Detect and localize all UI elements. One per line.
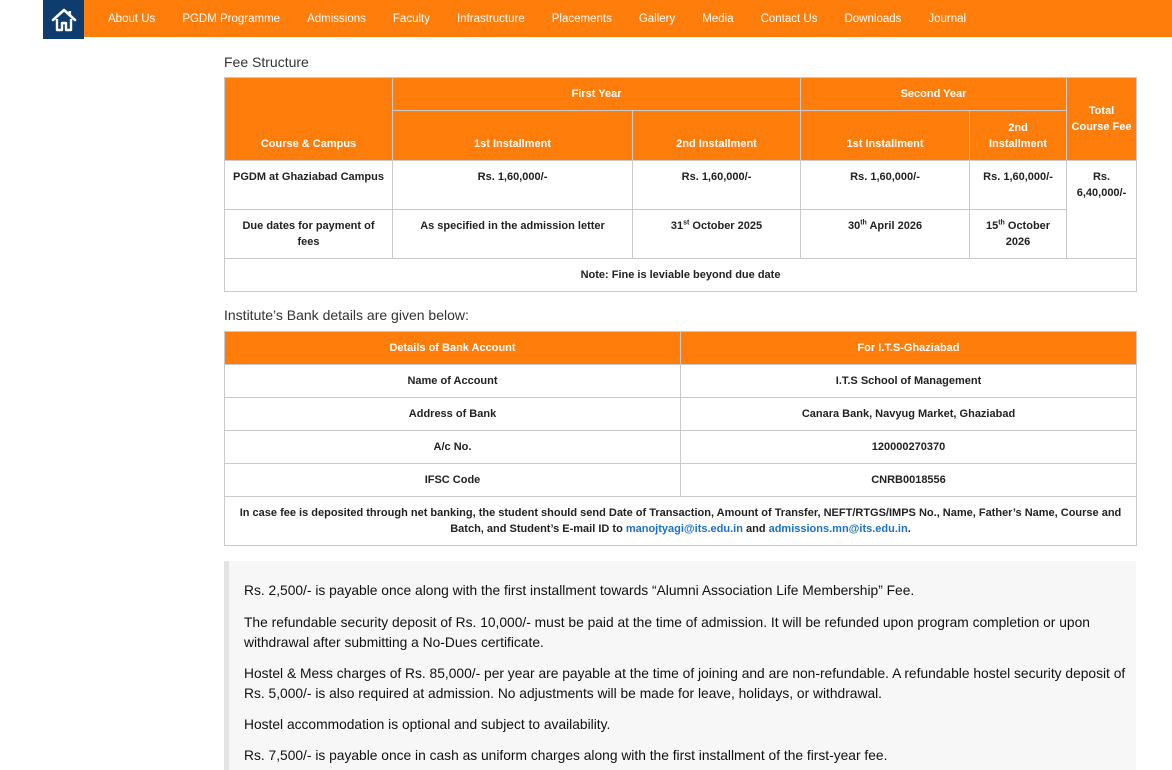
bank-details-table: [224, 331, 1137, 546]
due-date-cell: As specified in the admission letter: [393, 210, 633, 259]
bank-field-label: A/c No.: [225, 431, 681, 464]
bank-field-label: Address of Bank: [225, 398, 681, 431]
fee-amount-cell: Rs. 1,60,000/-: [633, 161, 801, 210]
home-button[interactable]: [43, 0, 84, 39]
nav-item-pgdm-programme[interactable]: PGDM Programme: [182, 12, 281, 25]
table-row: [225, 365, 1137, 398]
course-name-cell: PGDM at Ghaziabad Campus: [225, 161, 393, 210]
bank-details-label: Institute’s Bank details are given below:: [224, 307, 469, 323]
bank-field-label: IFSC Code: [225, 464, 681, 497]
bank-account-details-header: Details of Bank Account: [225, 332, 681, 365]
bank-field-value: I.T.S School of Management: [681, 365, 1137, 398]
note-security-deposit: The refundable security deposit of Rs. 10,000/- must be paid at the time of admission. It will be refunded upon program completion or upon withdrawal after submitting a No-Dues certificate.: [244, 615, 1090, 650]
nav-item-infrastructure[interactable]: Infrastructure: [456, 12, 525, 25]
nav-item-gallery[interactable]: Gallery: [638, 12, 676, 25]
nav-item-contact-us[interactable]: Contact Us: [760, 12, 818, 25]
table-row: [225, 161, 1137, 210]
fine-note-cell: Note: Fine is leviable beyond due date: [225, 259, 1137, 292]
total-course-fee-header: Total Course Fee: [1067, 78, 1137, 161]
nav-item-about-us[interactable]: About Us: [108, 12, 156, 25]
table-row: [225, 210, 1137, 259]
fee-structure-table: [224, 77, 1137, 292]
nav-item-journal[interactable]: Journal: [928, 12, 967, 25]
fee-amount-cell: Rs. 1,60,000/-: [970, 161, 1067, 210]
home-icon: [51, 8, 77, 32]
email-link-admissions[interactable]: admissions.mn@its.edu.in: [768, 523, 908, 535]
table-row: [225, 259, 1137, 292]
note-alumni-fee: Rs. 2,500/- is payable once along with the first installment towards “Alumni Association Life Membership” Fee.: [244, 583, 915, 598]
nav-item-faculty[interactable]: Faculty: [392, 12, 430, 25]
net-banking-note-cell: In case fee is deposited through net banking, the student should send Date of Transaction, Amount of Transfer, NEFT/RTGS/IMPS No., Name, Father’s Name, Course and Batch, and Student’s E-mail ID to manojtyagi@its.edu.in and admissions.mn@its.edu.in.: [225, 497, 1137, 546]
note-hostel-charges: Hostel & Mess charges of Rs. 85,000/- per year are payable at the time of joining and are non-refundable. A refundable hostel security deposit of Rs. 5,000/- is also required at admission. No adjustments will be made for leave, holidays, or withdrawal.: [244, 666, 1126, 701]
nav-item-media[interactable]: Media: [702, 12, 734, 25]
nav-item-admissions[interactable]: Admissions: [307, 12, 366, 25]
email-link-manojtyagi[interactable]: manojtyagi@its.edu.in: [625, 523, 743, 535]
second-year-installment-2-header: 2nd Installment: [970, 111, 1067, 161]
table-row: [225, 398, 1137, 431]
note-hostel-optional: Hostel accommodation is optional and subject to availability.: [244, 717, 611, 732]
nav-item-placements[interactable]: Placements: [551, 12, 612, 25]
first-year-installment-1-header: 1st Installment: [393, 111, 633, 161]
total-fee-cell: Rs. 6,40,000/-: [1067, 161, 1137, 259]
first-year-header: First Year: [393, 78, 801, 111]
fee-amount-cell: Rs. 1,60,000/-: [801, 161, 970, 210]
second-year-header: Second Year: [801, 78, 1067, 111]
due-dates-label-cell: Due dates for payment of fees: [225, 210, 393, 259]
fee-notes-block: [224, 561, 1136, 770]
nav-item-downloads[interactable]: Downloads: [844, 12, 902, 25]
main-nav-menu: [108, 0, 993, 37]
fee-structure-label: Fee Structure: [224, 54, 309, 70]
table-row: [225, 431, 1137, 464]
note-uniform-charges: Rs. 7,500/- is payable once in cash as uniform charges along with the first installment of the first-year fee.: [244, 748, 888, 763]
bank-field-value: CNRB0018556: [681, 464, 1137, 497]
course-campus-header: Course & Campus: [225, 78, 393, 161]
institute-header: For I.T.S-Ghaziabad: [681, 332, 1137, 365]
due-date-cell: 15th October 2026: [970, 210, 1067, 259]
bank-field-value: 120000270370: [681, 431, 1137, 464]
due-date-cell: 30th April 2026: [801, 210, 970, 259]
due-date-cell: 31st October 2025: [633, 210, 801, 259]
first-year-installment-2-header: 2nd Installment: [633, 111, 801, 161]
table-row: [225, 497, 1137, 546]
fee-amount-cell: Rs. 1,60,000/-: [393, 161, 633, 210]
table-row: [225, 464, 1137, 497]
bank-field-value: Canara Bank, Navyug Market, Ghaziabad: [681, 398, 1137, 431]
bank-field-label: Name of Account: [225, 365, 681, 398]
second-year-installment-1-header: 1st Installment: [801, 111, 970, 161]
top-navigation-bar: [43, 0, 1172, 37]
